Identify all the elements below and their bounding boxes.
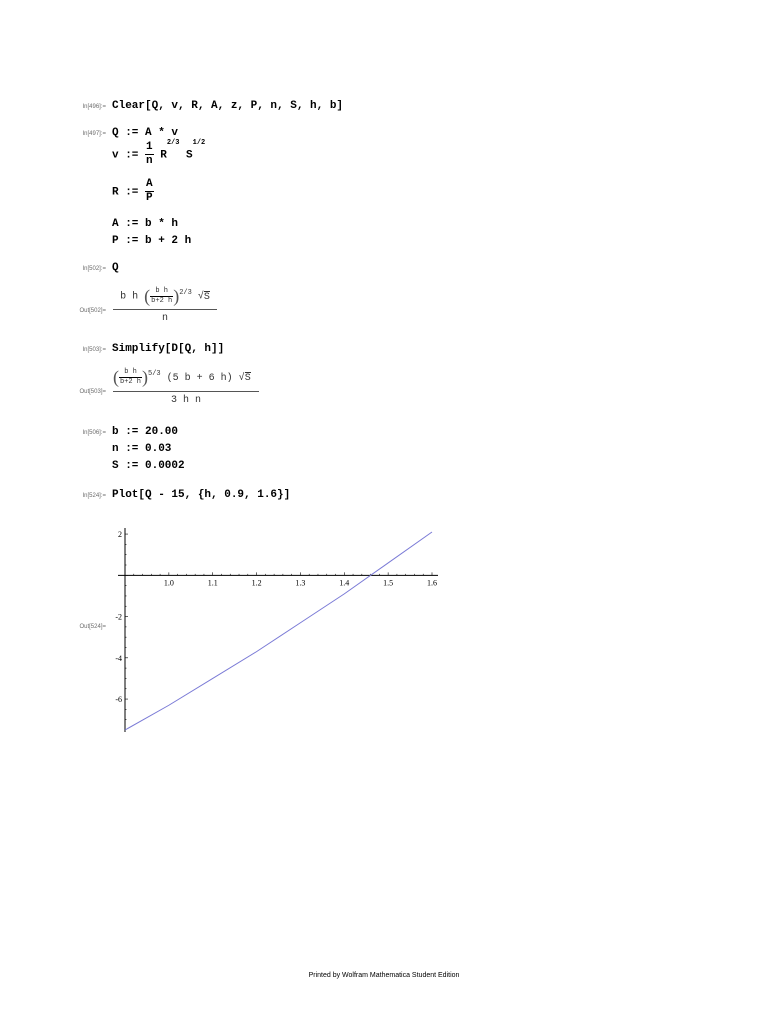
o503-exp: 5/3 — [148, 370, 161, 378]
plot-axes — [118, 528, 438, 732]
a-definition[interactable]: A := b * h — [112, 218, 179, 230]
v-den: n — [146, 155, 153, 167]
in-label-502: In[502]:= — [82, 266, 106, 272]
output-502-numerator — [113, 283, 217, 309]
y-tick-label: -6 — [115, 695, 122, 705]
x-tick-label: 1.2 — [251, 578, 262, 588]
p-definition[interactable]: P := b + 2 h — [112, 235, 192, 247]
in-label-506: In[506]:= — [82, 430, 106, 436]
r-definition[interactable] — [112, 179, 154, 204]
s-assignment[interactable]: S := 0.0002 — [112, 460, 185, 472]
o502-rparen: ) — [173, 286, 180, 306]
in-label-503: In[503]:= — [82, 347, 106, 353]
output-502 — [113, 283, 217, 324]
output-502-denominator: n — [113, 309, 217, 324]
b-assignment[interactable]: b := 20.00 — [112, 426, 179, 438]
out-label-524: Out[524]= — [79, 624, 106, 630]
plot-output — [110, 520, 450, 750]
y-tick-label: -2 — [115, 612, 122, 622]
o503-mid: (5 b + 6 h) — [166, 373, 233, 385]
r-fraction — [145, 179, 154, 204]
y-tick-label: 2 — [118, 530, 122, 540]
x-tick-label: 1.1 — [207, 578, 218, 588]
simplify-input[interactable]: Simplify[D[Q, h]] — [112, 343, 225, 355]
in-label-524: In[524]:= — [82, 493, 106, 499]
output-503-denominator: 3 h n — [113, 391, 259, 406]
q-eval-input[interactable]: Q — [112, 262, 119, 274]
o502-lparen: ( — [144, 286, 151, 306]
y-tick-label: -4 — [115, 653, 122, 663]
o503-inner-num: b h — [124, 368, 137, 376]
plot-input[interactable]: Plot[Q - 15, {h, 0.9, 1.6}] — [112, 489, 291, 501]
o503-inner-fraction — [119, 369, 142, 386]
r-lhs: R := — [112, 186, 146, 199]
clear-input[interactable]: Clear[Q, v, R, A, z, P, n, S, h, b] — [112, 100, 344, 112]
v-exp1: 2/3 — [166, 139, 180, 147]
o503-lparen: ( — [113, 367, 119, 387]
v-lhs: v := — [112, 149, 146, 162]
output-503 — [113, 364, 259, 406]
v-s: S — [179, 149, 193, 162]
out-label-503: Out[503]= — [79, 389, 106, 395]
v-exp2: 1/2 — [192, 139, 206, 147]
r-den: P — [146, 192, 153, 204]
out-label-502: Out[502]= — [79, 308, 106, 314]
x-tick-label: 1.0 — [163, 578, 174, 588]
o503-rparen: ) — [142, 367, 149, 387]
in-label-496: In[496]:= — [82, 104, 106, 110]
o502-inner-den: b+2 h — [151, 296, 173, 305]
plot-ticks — [115, 530, 437, 704]
footer-text: Printed by Wolfram Mathematica Student Edition — [308, 972, 460, 979]
r-num: A — [146, 178, 153, 190]
v-r: R — [153, 149, 167, 162]
output-503-numerator — [113, 364, 259, 391]
x-tick-label: 1.4 — [339, 578, 350, 588]
v-fraction — [145, 142, 154, 167]
x-tick-label: 1.5 — [383, 578, 394, 588]
o502-inner-fraction — [150, 288, 173, 305]
o502-exp: 2/3 — [179, 289, 192, 297]
o503-sqrt: √S — [238, 373, 251, 385]
in-label-497: In[497]:= — [82, 131, 106, 137]
v-num: 1 — [146, 141, 153, 153]
x-tick-label: 1.6 — [427, 578, 437, 588]
o502-lead: b h — [120, 291, 145, 303]
x-tick-label: 1.3 — [295, 578, 306, 588]
o503-inner-den: b+2 h — [120, 378, 142, 386]
n-assignment[interactable]: n := 0.03 — [112, 443, 172, 455]
o502-inner-num: b h — [155, 286, 168, 295]
o502-sqrt: √S — [197, 291, 210, 303]
v-definition[interactable] — [112, 139, 206, 167]
plot-line-series — [125, 532, 432, 730]
q-definition[interactable]: Q := A * v — [112, 127, 179, 139]
